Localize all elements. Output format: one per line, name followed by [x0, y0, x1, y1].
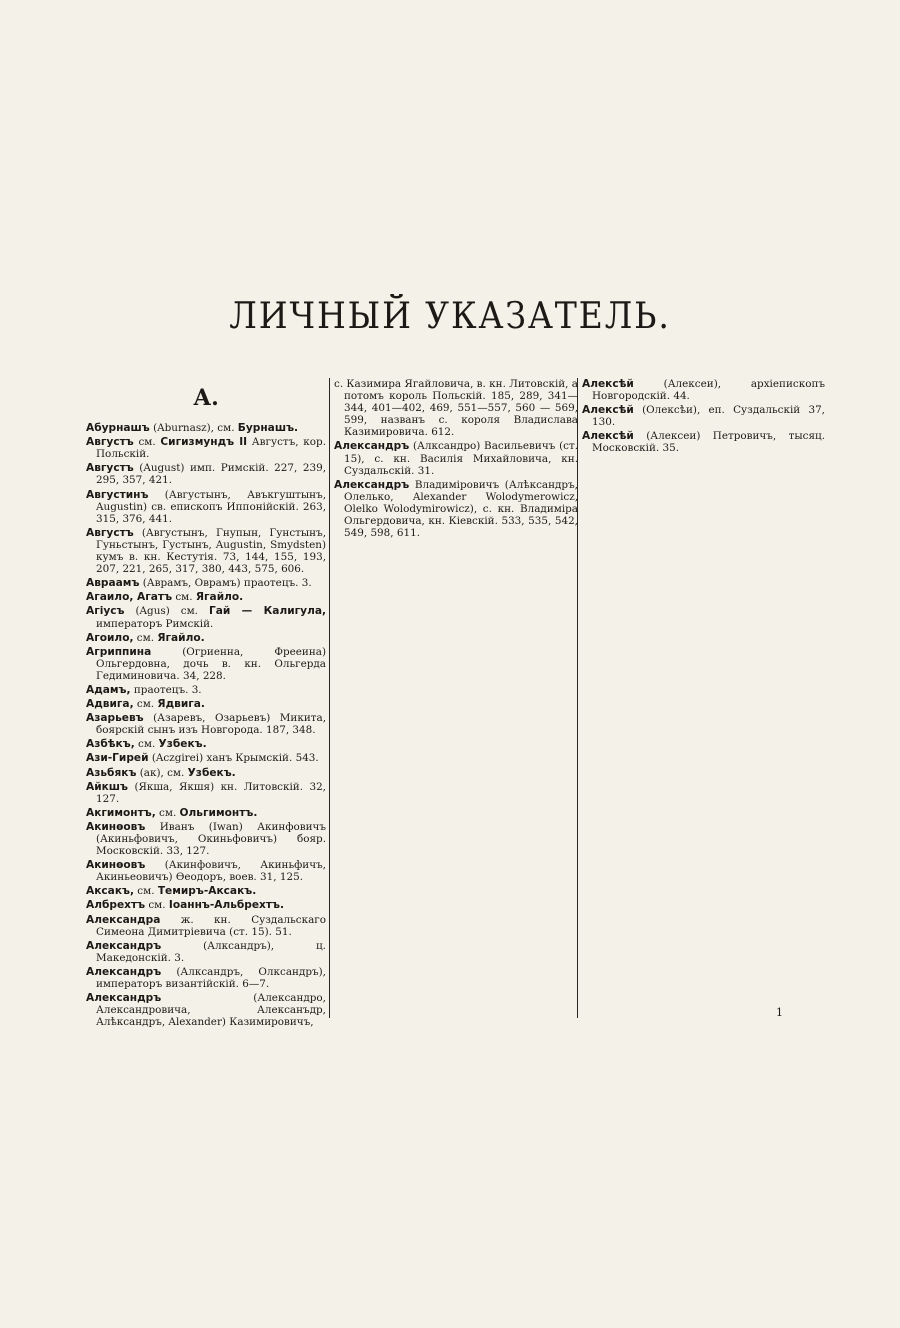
- entry-headword: Александръ: [86, 965, 162, 978]
- index-entry: [582, 378, 825, 402]
- entry-headword: Александра: [86, 913, 161, 926]
- entry-headword: Ази-Гирей: [86, 752, 149, 765]
- entry-text: см.: [145, 899, 169, 912]
- entry-headword: Агоило,: [86, 631, 134, 644]
- entry-headword: Алексѣй: [582, 430, 634, 443]
- entry-text: Владиміровичъ (Алѣксандръ, Олелько, Alexander Wolodymerowicz, Olelko Wolodymirowicz), с. кн. Владиміра Ольгердовича, кн. Кіевскій. 533, 535, 542, 549, 598, 611.: [344, 478, 578, 540]
- entry-headword: Аксакъ,: [86, 885, 134, 898]
- page-number: 1: [776, 1006, 783, 1019]
- entry-headword: Адвига,: [86, 698, 134, 711]
- entry-headword: Августинъ: [86, 488, 149, 501]
- index-entry: [86, 807, 326, 819]
- entry-text: (Александро, Александровича, Алексанъдр, Алѣксандръ, Alexander) Казимировичъ,: [96, 992, 326, 1029]
- entry-cross-reference: Ягайло.: [157, 631, 205, 644]
- index-entry: [86, 752, 326, 764]
- entry-cross-reference: Ягайло.: [195, 591, 244, 604]
- index-entry: [86, 632, 326, 644]
- index-entry: [86, 684, 326, 696]
- index-entry: [86, 646, 326, 682]
- entry-text: (Якша, Якшя) кн. Литовскій. 32, 127.: [96, 780, 326, 805]
- index-entry: [86, 767, 326, 779]
- entry-text: императоръ Римскій.: [96, 617, 214, 630]
- index-entry: [86, 489, 326, 525]
- entry-text: ж. кн. Суздальскаго Симеона Димитріевича (ст. 15). 51.: [96, 913, 326, 938]
- index-entry: [86, 859, 326, 883]
- entry-text: (Алексеи) Петровичъ, тысяц. Московскій. 35.: [592, 430, 825, 455]
- entry-cross-reference: Сигизмундъ II: [160, 436, 248, 449]
- entry-text: (Алксандро) Васильевичъ (ст. 15), с. кн. Василія Михайловича, кн. Суздальскій. 31.: [344, 440, 578, 477]
- entry-headword: Азбѣкъ,: [86, 738, 135, 751]
- entry-headword: Августъ: [86, 462, 134, 475]
- index-entry: [86, 781, 326, 805]
- index-entry: [86, 914, 326, 938]
- entry-text: (Aczgirei) ханъ Крымскій. 543.: [148, 752, 319, 765]
- entry-cross-reference: Гай — Калигула,: [208, 605, 327, 618]
- entry-headword: Агриппина: [86, 645, 152, 658]
- page-title: ЛИЧНЫЙ УКАЗАТЕЛЬ.: [229, 296, 671, 337]
- entry-text: см.: [133, 436, 161, 449]
- entry-text: (Августынъ, Гнупын, Гунстынъ, Гуньстынъ, Густынъ, Augustin, Smydsten) кумъ в. кн. Кестутія. 73, 144, 155, 193, 207, 221, 265, 317, 380, 443, 575, 606.: [96, 526, 326, 576]
- index-entry: [86, 966, 326, 990]
- index-entry: [86, 821, 326, 857]
- index-entry: [582, 404, 825, 428]
- index-entry: [334, 440, 578, 476]
- entry-text: см.: [134, 885, 158, 898]
- index-entry: [86, 577, 326, 589]
- entry-text: см.: [172, 591, 196, 604]
- entry-headword: Александръ: [86, 939, 162, 952]
- entry-text: см.: [155, 806, 180, 819]
- index-entry: [86, 591, 326, 603]
- index-entry: [334, 479, 578, 539]
- entry-text: см.: [133, 631, 158, 644]
- index-entry: [86, 940, 326, 964]
- entry-cross-reference: Іоаннъ-Альбрехтъ.: [168, 899, 285, 912]
- entry-text: (Алксандръ), ц. Македонскій. 3.: [96, 939, 326, 964]
- entry-headword: Александръ: [334, 440, 410, 453]
- entry-text: (Августынъ, Авъкгуштынъ, Augustin) св. епископъ Иппонійскій. 263, 315, 376, 441.: [96, 488, 326, 525]
- index-column-3: [582, 378, 825, 457]
- index-entry: [86, 436, 326, 460]
- entry-cross-reference: Ольгимонтъ.: [179, 806, 258, 819]
- entry-text: (Agus) см.: [124, 605, 209, 618]
- entry-headword: Александръ: [334, 478, 410, 491]
- section-letter: А.: [193, 385, 219, 411]
- entry-text: (Алексеи), архіепископъ Новгородскій. 44.: [592, 378, 825, 403]
- entry-headword: Августъ: [86, 526, 134, 539]
- index-entry: [86, 738, 326, 750]
- entry-headword: Акинѳовъ: [86, 820, 146, 833]
- index-entry: [582, 430, 825, 454]
- index-entry: [86, 605, 326, 629]
- entry-text: Иванъ (Iwan) Акинфовичъ (Акиньфовичъ, Окиньфовичъ) бояр. Московскій. 33, 127.: [96, 820, 326, 858]
- entry-text: см.: [134, 738, 159, 751]
- entry-headword: Айкшъ: [86, 780, 129, 793]
- index-entry: [86, 698, 326, 710]
- entry-headword: Агіусъ: [86, 605, 125, 618]
- entry-text: (Аврамъ, Оврамъ) праотецъ. 3.: [139, 577, 312, 590]
- entry-headword: Агаило, Агатъ: [86, 591, 173, 604]
- entry-text: (Aburnasz), см.: [149, 422, 238, 435]
- entry-headword: Азарьевъ: [86, 712, 144, 725]
- entry-headword: Албрехтъ: [86, 899, 146, 912]
- entry-text: (Азаревъ, Озарьевъ) Микита, боярскій сынъ изъ Новгорода. 187, 348.: [96, 712, 326, 737]
- entry-text: (Огриенна, Фрееина) Ольгердовна, дочь в. кн. Ольгерда Гедиминовича. 34, 228.: [96, 645, 326, 682]
- entry-headword: Адамъ,: [86, 683, 131, 696]
- entry-cross-reference: Узбекъ.: [158, 738, 207, 751]
- entry-text: (ак), см.: [136, 766, 188, 779]
- entry-text: (Олексѣи), еп. Суздальскій 37, 130.: [592, 404, 825, 429]
- index-column-2: [334, 378, 578, 541]
- index-entry: [86, 422, 326, 434]
- entry-headword: Акгимонтъ,: [86, 806, 156, 819]
- index-entry: [86, 462, 326, 486]
- entry-headword: Авраамъ: [86, 577, 140, 590]
- entry-headword: Августъ: [86, 436, 134, 449]
- entry-text: см.: [133, 698, 158, 711]
- entry-text: Августъ, кор. Польскій.: [96, 436, 326, 461]
- entry-cross-reference: Узбекъ.: [187, 766, 236, 779]
- entry-headword: Азьбякъ: [86, 766, 137, 779]
- entry-headword: Александръ: [86, 992, 162, 1005]
- entry-text: (Алксандръ, Олксандръ), императоръ византійскій. 6—7.: [96, 965, 326, 991]
- entry-headword: Абурнашъ: [86, 422, 150, 435]
- index-entry: [86, 885, 326, 897]
- entry-text: (August) имп. Римскій. 227, 239, 295, 357, 421.: [96, 462, 326, 487]
- index-entry: [86, 992, 326, 1028]
- entry-cross-reference: Темиръ-Аксакъ.: [157, 885, 257, 898]
- entry-headword: Акинѳовъ: [86, 859, 146, 872]
- index-entry: [334, 378, 578, 438]
- index-column-1: [86, 386, 326, 1030]
- entry-text: с. Казимира Ягайловича, в. кн. Литовскій, а потомъ король Польскій. 185, 289, 341—344, 401—402, 469, 551—557, 560 — 569, 599, названъ с. короля Владислава Казимировича. 612.: [334, 378, 578, 439]
- index-entry: [86, 899, 326, 911]
- entry-headword: Алексѣй: [582, 404, 634, 417]
- entry-cross-reference: Бурнашъ.: [237, 422, 299, 435]
- entry-text: праотецъ. 3.: [130, 683, 202, 696]
- entry-headword: Алексѣй: [582, 378, 634, 390]
- entry-cross-reference: Ядвига.: [157, 698, 205, 711]
- entry-text: (Акинфовичъ, Акиньфичъ, Акиньеовичъ) Ѳеодоръ, воев. 31, 125.: [96, 859, 326, 884]
- column-rule-left: [329, 378, 330, 1018]
- index-entry: [86, 527, 326, 575]
- index-entry: [86, 712, 326, 736]
